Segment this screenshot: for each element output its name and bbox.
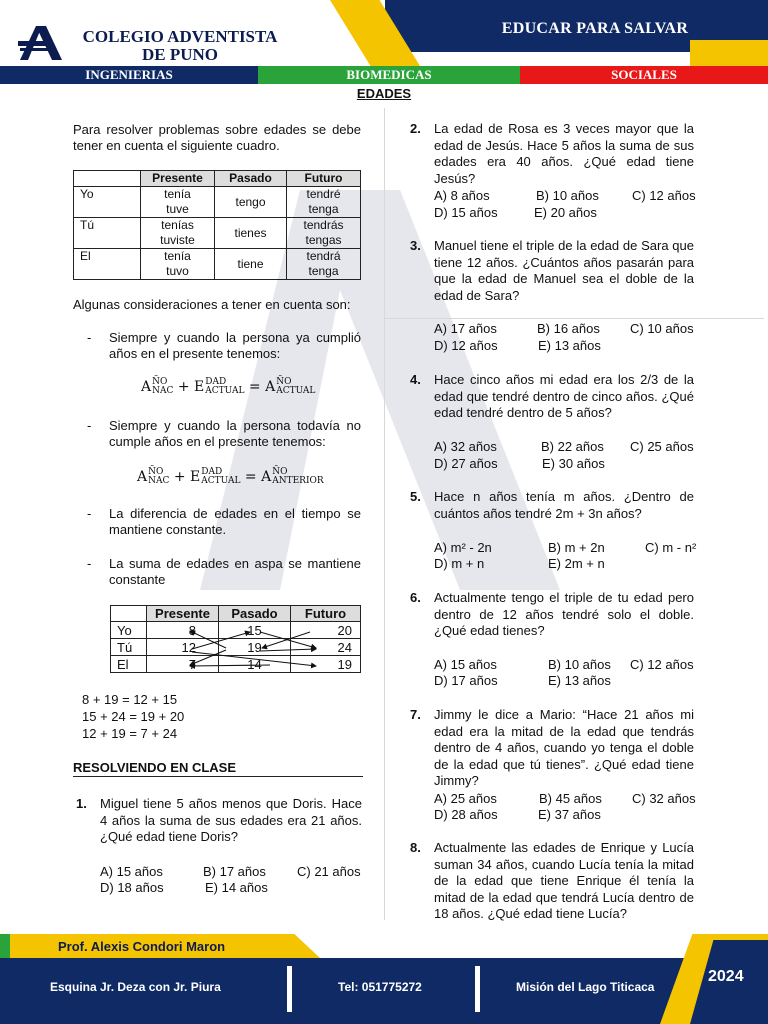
band-biomedicas: BIOMEDICAS (258, 66, 520, 84)
section-heading: RESOLVIENDO EN CLASE (73, 760, 363, 777)
table-row: Tú tenías tuviste tienes tendrás tengas (74, 218, 361, 249)
equation-2: 15 + 24 = 19 + 20 (82, 709, 185, 724)
table-header-presente: Presente (141, 171, 215, 187)
band-ingenierias: INGENIERIAS (0, 66, 258, 84)
table-row: Yo 8 15 20 (111, 622, 361, 639)
footer-green-accent (0, 934, 10, 958)
formula-1: A ÑO NAC + E DAD ACTUAL = A ÑO ACTUAL (141, 377, 316, 396)
considerations-text: Algunas consideraciones a tener en cuenta son: (73, 297, 351, 312)
table-row: Yo tenía tuve tengo tendré tenga (74, 187, 361, 218)
bullet-4: La suma de edades en aspa se mantiene constante (109, 556, 361, 587)
professor-name: Prof. Alexis Condori Maron (58, 939, 226, 954)
table-header-pasado: Pasado (215, 171, 287, 187)
footer-phone: Tel: 051775272 (338, 980, 422, 994)
cross-sum-table-wrap (110, 605, 361, 677)
motto: EDUCAR PARA SALVAR (501, 20, 689, 37)
table-row: El 7 14 19 (111, 656, 361, 673)
column-divider (384, 108, 385, 920)
cross-sum-table: Presente Pasado Futuro Yo 8 15 20 Tú 12 19 24 El 7 14 19 (110, 605, 361, 673)
formula-2: A ÑO NAC + E DAD ACTUAL = A ÑO ANTERIOR (137, 467, 324, 486)
section-separator (384, 318, 764, 319)
verb-table (73, 170, 361, 280)
footer-address: Esquina Jr. Deza con Jr. Piura (50, 980, 221, 994)
footer-separator (475, 966, 480, 1012)
intro-text: Para resolver problemas sobre edades se debe tener en cuenta el siguiente cuadro. (73, 122, 361, 153)
school-logo-icon (18, 24, 64, 62)
page-title: EDADES (356, 86, 412, 101)
bullet-3: La diferencia de edades en el tiempo se mantiene constante. (109, 506, 361, 537)
table-row: Tú 12 19 24 (111, 639, 361, 656)
table-header-futuro: Futuro (287, 171, 361, 187)
equation-1: 8 + 19 = 12 + 15 (82, 692, 178, 707)
bullet-2: Siempre y cuando la persona todavía no cumple años en el presente tenemos: (109, 418, 361, 449)
footer-separator (287, 966, 292, 1012)
band-sociales: SOCIALES (520, 66, 768, 84)
table-row: El tenía tuvo tiene tendrá tenga (74, 249, 361, 280)
table-header-empty (74, 171, 141, 187)
header-yellow-accent (690, 40, 768, 66)
bullet-1: Siempre y cuando la persona ya cumplió años en el presente tenemos: (109, 330, 361, 361)
school-name: COLEGIO ADVENTISTA DE PUNO (82, 27, 278, 64)
equation-3: 12 + 19 = 7 + 24 (82, 726, 178, 741)
footer-mission: Misión del Lago Titicaca (516, 980, 655, 994)
footer-year: 2024 (708, 968, 744, 985)
